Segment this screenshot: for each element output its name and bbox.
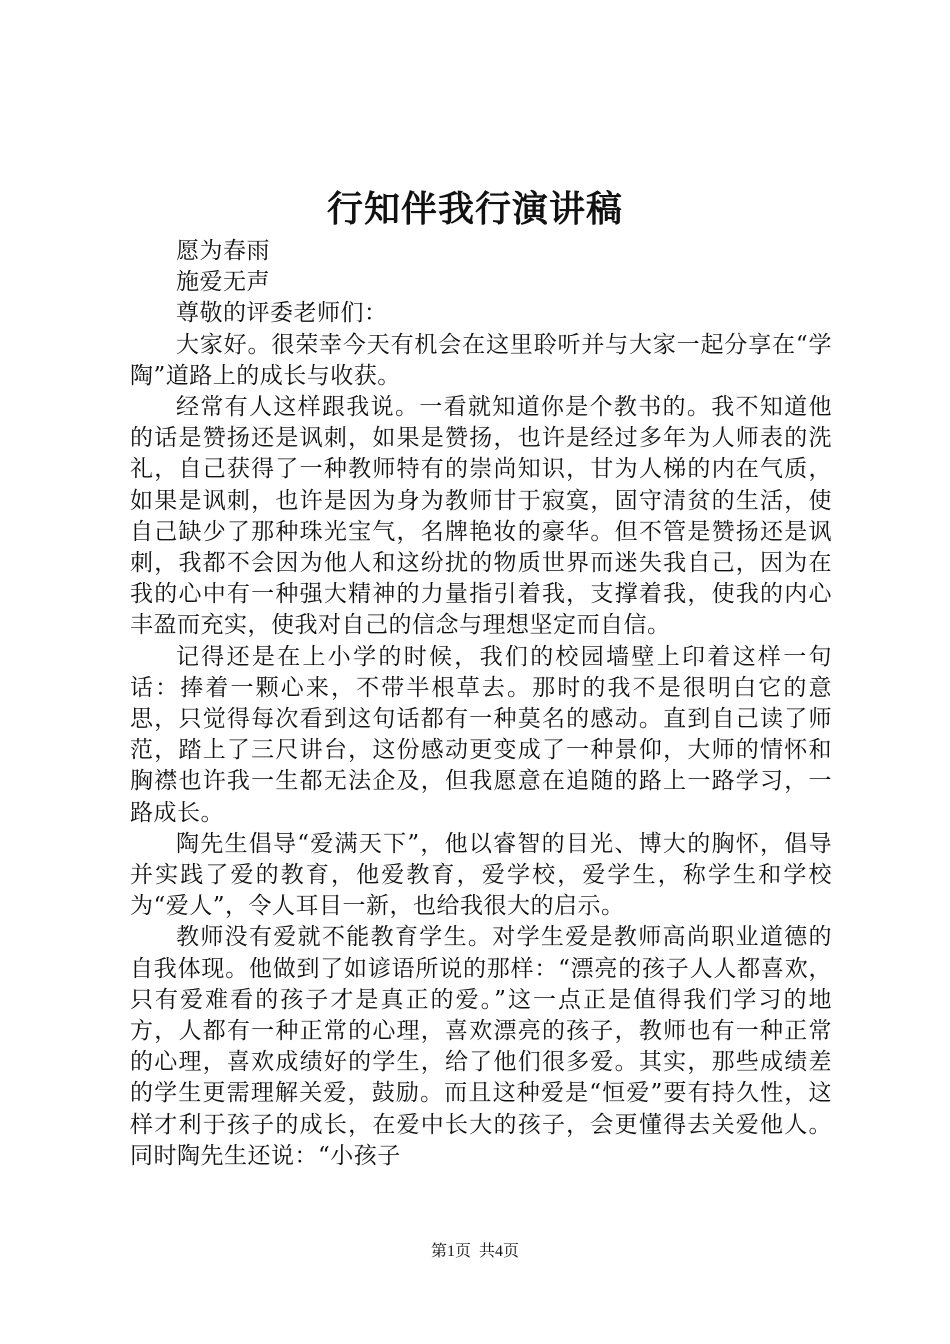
paragraph-subtitle-1: 愿为春雨 (176, 238, 270, 264)
paragraph-body: 经常有人这样跟我说。一看就知道你是个教书的。我不知道他的话是赞扬还是讽刺，如果是赞扬，也许是经过多年为人师表的洗礼，自己获得了一种教师特有的崇尚知识，甘为人梯的内在气质，如果是讽刺，也许是因为身为教师甘于寂寞，固守清贫的生活，使自己缺少了那种珠光宝气，名牌艳妆的豪华。但不管是赞扬还是讽刺，我都不会因为他人和这纷扰的物质世界而迷失我自己，因为在我的心中有一种强大精神的力量指引着我，支撑着我，使我的内心丰盈而充实，使我对自己的信念与理想坚定而自信。 (130, 394, 832, 639)
paragraph-body: 教师没有爱就不能教育学生。对学生爱是教师高尚职业道德的自我体现。他做到了如谚语所说的那样：“漂亮的孩子人人都喜欢，只有爱难看的孩子才是真正的爱。”这一点正是值得我们学习的地方，人都有一种正常的心理，喜欢漂亮的孩子，教师也有一种正常的心理，喜欢成绩好的学生，给了他们很多爱。其实，那些成绩差的学生更需理解关爱，鼓励。而且这种爱是“恒爱”要有持久性，这样才利于孩子的成长，在爱中长大的孩子，会更懂得去关爱他人。同时陶先生还说：“小孩子 (130, 924, 832, 1169)
document-body (130, 236, 832, 1172)
page-footer (0, 1240, 950, 1264)
paragraph-body: 陶先生倡导“爱满天下”，他以睿智的目光、博大的胸怀，倡导并实践了爱的教育，他爱教育，爱学校，爱学生，称学生和学校为“爱人”，令人耳目一新，也给我很大的启示。 (130, 830, 832, 920)
paragraph-body: 记得还是在上小学的时候，我们的校园墙壁上印着这样一句话：捧着一颗心来，不带半根草去。那时的我不是很明白它的意思，只觉得每次看到这句话都有一种莫名的感动。直到自己读了师范，踏上了三尺讲台，这份感动更变成了一种景仰，大师的情怀和胸襟也许我一生都无法企及，但我愿意在追随的路上一路学习，一路成长。 (130, 643, 832, 826)
page-number: 第1页 (430, 1243, 471, 1260)
paragraph-salutation: 尊敬的评委老师们： (176, 300, 388, 327)
total-pages: 共4页 (479, 1243, 520, 1260)
paragraph-subtitle-2: 施爱无声 (176, 269, 270, 296)
document-title: 行知伴我行演讲稿 (326, 188, 623, 230)
paragraph-greeting: 大家好。很荣幸今天有机会在这里聆听并与大家一起分享在“学陶”道路上的成长与收获。 (130, 331, 832, 389)
